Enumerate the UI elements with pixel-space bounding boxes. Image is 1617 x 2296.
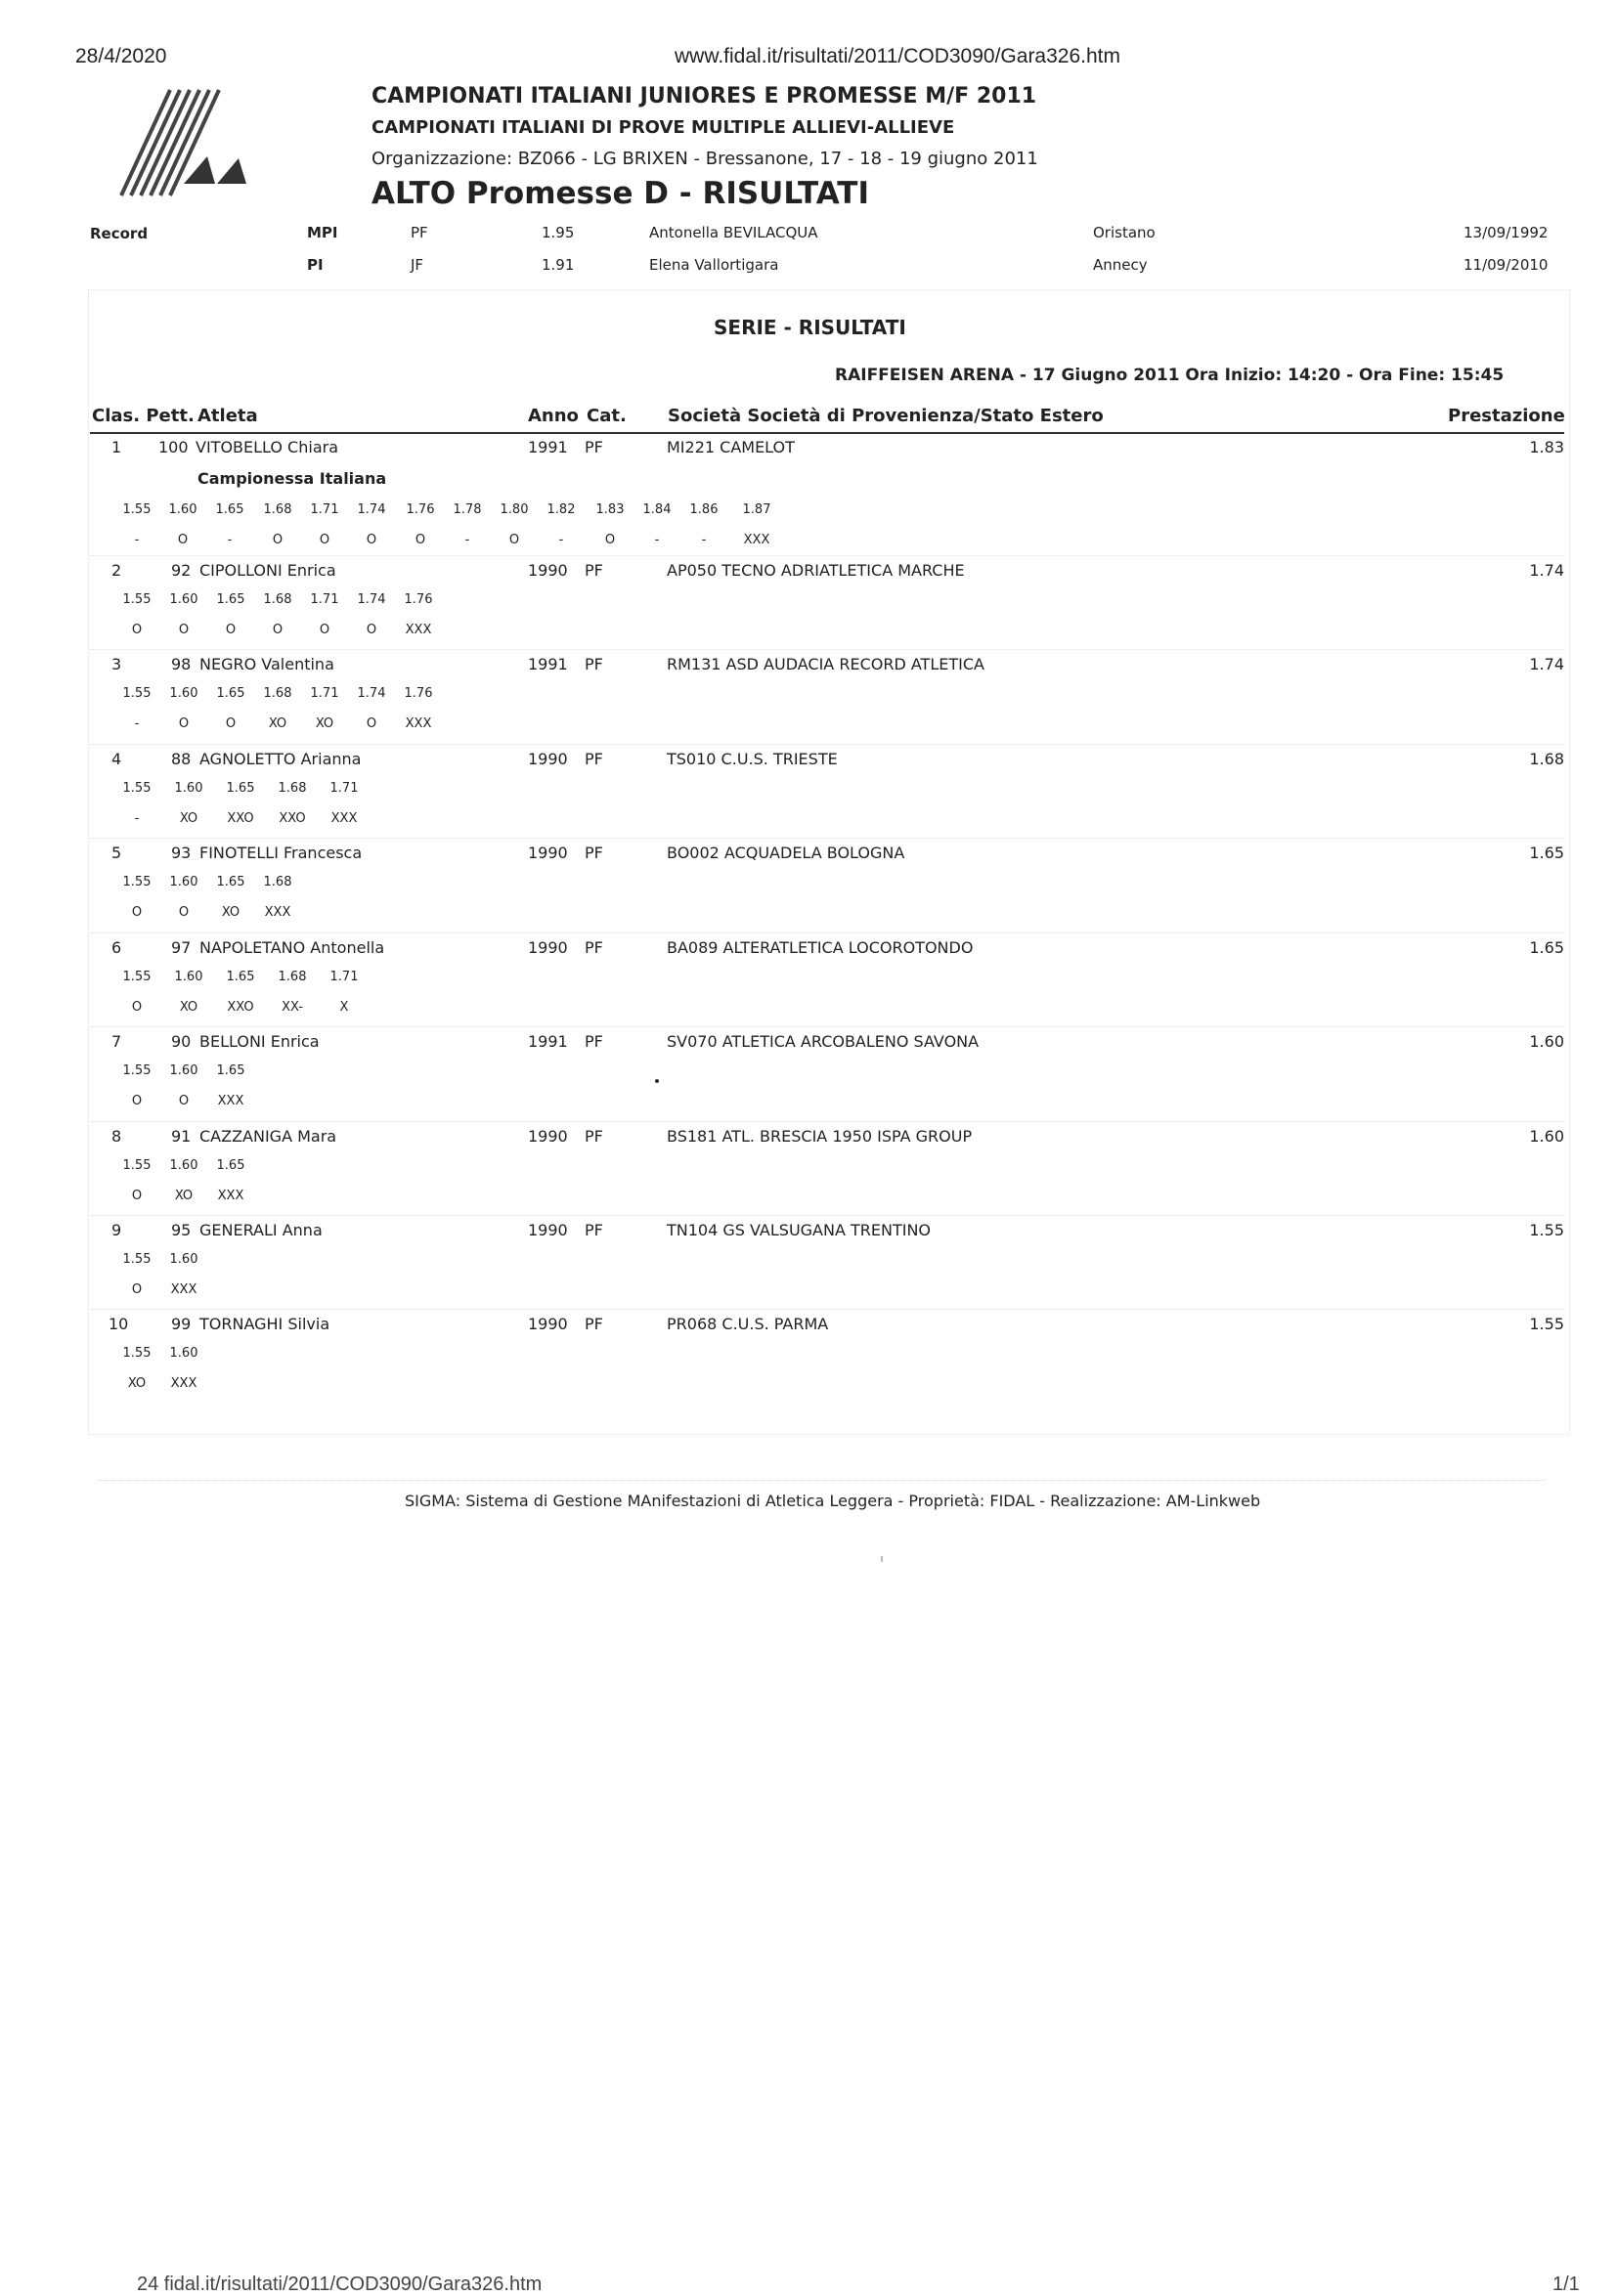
attempt-height: 1.55 [122, 875, 152, 889]
attempt-height: 1.55 [122, 1252, 152, 1267]
record-place: Oristano [1093, 224, 1156, 241]
attempt-result: XXX [405, 623, 432, 637]
result-performance: 1.68 [1529, 750, 1564, 768]
event-name: ALTO Promesse D - RISULTATI [371, 176, 869, 211]
attempt-height: 1.68 [263, 502, 292, 517]
attempt-height: 1.87 [742, 502, 771, 517]
result-category: PF [585, 438, 603, 456]
result-category: PF [585, 1221, 603, 1239]
attempt-result: O [131, 1189, 143, 1203]
attempt-result: - [134, 533, 140, 547]
attempt-height: 1.84 [642, 502, 672, 517]
scan-mark [881, 1556, 883, 1562]
attempt-height: 1.65 [215, 502, 244, 517]
attempt-height: 1.68 [263, 875, 292, 889]
result-athlete: GENERALI Anna [199, 1221, 323, 1239]
header-club: Società Società di Provenienza/Stato Estero [668, 406, 1104, 426]
result-year: 1990 [528, 1221, 568, 1239]
attempt-height: 1.76 [404, 592, 433, 607]
attempt-result: XXX [217, 1189, 244, 1203]
attempt-height: 1.68 [278, 970, 307, 984]
row-divider [90, 1121, 1564, 1122]
attempt-height: 1.60 [169, 686, 198, 701]
record-athlete: Elena Vallortigara [649, 256, 779, 274]
attempt-height: 1.55 [122, 970, 152, 984]
attempt-result: - [134, 716, 140, 731]
result-position: 9 [111, 1221, 122, 1239]
record-mark: 1.91 [542, 256, 575, 274]
records-label: Record [90, 225, 149, 242]
result-performance: 1.60 [1529, 1032, 1564, 1051]
result-year: 1990 [528, 844, 568, 862]
result-position: 7 [111, 1032, 122, 1051]
attempt-height: 1.65 [216, 686, 245, 701]
header-divider [90, 432, 1564, 434]
attempt-result: O [178, 1094, 190, 1108]
result-position: 3 [111, 655, 122, 673]
attempt-result: XXX [170, 1282, 197, 1297]
attempt-height: 1.78 [453, 502, 482, 517]
attempt-height: 1.65 [226, 781, 255, 796]
result-club: TN104 GS VALSUGANA TRENTINO [667, 1221, 932, 1239]
result-club: TS010 C.U.S. TRIESTE [667, 750, 838, 768]
record-date: 13/09/1992 [1464, 224, 1549, 241]
header-performance: Prestazione [1448, 406, 1565, 426]
attempt-result: O [508, 533, 520, 547]
record-mark: 1.95 [542, 224, 575, 241]
result-position: 1 [111, 438, 122, 456]
row-divider [90, 1309, 1564, 1310]
attempt-result: - [558, 533, 564, 547]
attempt-height: 1.68 [278, 781, 307, 796]
attempt-result: O [225, 623, 237, 637]
event-organization: Organizzazione: BZ066 - LG BRIXEN - Bressanone, 17 - 18 - 19 giugno 2011 [371, 149, 1038, 169]
attempt-result: XO [179, 811, 198, 826]
result-category: PF [585, 561, 603, 580]
result-year: 1990 [528, 1127, 568, 1146]
attempt-height: 1.65 [216, 1063, 245, 1078]
attempt-result: O [131, 1282, 143, 1297]
result-performance: 1.74 [1529, 655, 1564, 673]
attempt-height: 1.68 [263, 686, 292, 701]
result-bib: 98 [171, 655, 192, 673]
attempt-result: XO [221, 905, 240, 920]
result-bib: 100 [158, 438, 189, 456]
result-performance: 1.65 [1529, 844, 1564, 862]
attempt-result: XO [179, 1000, 198, 1015]
attempt-height: 1.60 [169, 1252, 198, 1267]
attempt-result: XO [315, 716, 334, 731]
result-club: AP050 TECNO ADRIATLETICA MARCHE [667, 561, 965, 580]
record-type: MPI [307, 224, 338, 241]
attempt-result: XXX [264, 905, 291, 920]
attempt-result: XXX [743, 533, 770, 547]
attempt-height: 1.76 [404, 686, 433, 701]
attempt-result: XXX [405, 716, 432, 731]
attempt-height: 1.71 [310, 686, 339, 701]
result-year: 1990 [528, 938, 568, 957]
attempt-height: 1.55 [122, 1158, 152, 1173]
attempt-result: O [131, 1094, 143, 1108]
print-footer-url: 24 fidal.it/risultati/2011/COD3090/Gara326.htm [137, 2274, 543, 2295]
attempt-height: 1.55 [122, 502, 152, 517]
result-performance: 1.65 [1529, 938, 1564, 957]
attempt-result: - [701, 533, 707, 547]
row-divider [90, 649, 1564, 650]
record-date: 11/09/2010 [1464, 256, 1549, 274]
result-category: PF [585, 1315, 603, 1333]
attempt-result: O [415, 533, 426, 547]
attempt-result: O [366, 716, 377, 731]
result-year: 1990 [528, 1315, 568, 1333]
attempt-result: O [131, 905, 143, 920]
row-divider [90, 1215, 1564, 1216]
result-athlete: FINOTELLI Francesca [199, 844, 363, 862]
attempt-result: XXO [227, 1000, 254, 1015]
attempt-result: XXX [217, 1094, 244, 1108]
serie-title: SERIE - RISULTATI [714, 316, 906, 339]
record-category: JF [411, 256, 424, 274]
attempt-height: 1.65 [216, 1158, 245, 1173]
row-divider [90, 555, 1564, 556]
result-club: BS181 ATL. BRESCIA 1950 ISPA GROUP [667, 1127, 973, 1146]
attempt-result: XXX [170, 1376, 197, 1391]
attempt-result: O [131, 623, 143, 637]
result-title-note: Campionessa Italiana [197, 469, 387, 488]
attempt-result: O [178, 623, 190, 637]
record-category: PF [411, 224, 428, 241]
attempt-result: - [227, 533, 233, 547]
result-bib: 88 [171, 750, 192, 768]
result-position: 5 [111, 844, 122, 862]
attempt-height: 1.60 [168, 502, 197, 517]
result-category: PF [585, 844, 603, 862]
header-athlete: Atleta [197, 406, 258, 426]
result-bib: 92 [171, 561, 192, 580]
result-bib: 93 [171, 844, 192, 862]
result-club: PR068 C.U.S. PARMA [667, 1315, 829, 1333]
attempt-height: 1.74 [357, 502, 386, 517]
attempt-height: 1.55 [122, 781, 152, 796]
result-athlete: BELLONI Enrica [199, 1032, 320, 1051]
results-panel [88, 289, 1570, 1435]
attempt-result: - [134, 811, 140, 826]
result-bib: 99 [171, 1315, 192, 1333]
attempt-result: O [366, 533, 377, 547]
attempt-result: O [178, 716, 190, 731]
attempt-result: O [225, 716, 237, 731]
scan-speck [655, 1079, 659, 1083]
attempt-result: O [177, 533, 189, 547]
attempt-result: O [272, 533, 284, 547]
result-athlete: NEGRO Valentina [199, 655, 334, 673]
result-club: BA089 ALTERATLETICA LOCOROTONDO [667, 938, 974, 957]
result-bib: 90 [171, 1032, 192, 1051]
attempt-result: O [604, 533, 616, 547]
attempt-height: 1.71 [310, 592, 339, 607]
attempt-result: XO [268, 716, 287, 731]
attempt-height: 1.60 [169, 875, 198, 889]
attempt-result: XX- [282, 1000, 303, 1015]
attempt-result: XXO [279, 811, 306, 826]
result-position: 8 [111, 1127, 122, 1146]
result-performance: 1.60 [1529, 1127, 1564, 1146]
result-category: PF [585, 938, 603, 957]
attempt-result: XO [127, 1376, 147, 1391]
attempt-height: 1.60 [174, 970, 203, 984]
attempt-height: 1.71 [329, 970, 359, 984]
attempt-height: 1.60 [169, 1158, 198, 1173]
result-category: PF [585, 1032, 603, 1051]
attempt-height: 1.60 [169, 1346, 198, 1361]
result-athlete: TORNAGHI Silvia [199, 1315, 330, 1333]
result-performance: 1.83 [1529, 438, 1564, 456]
attempt-result: O [272, 623, 284, 637]
fidal-logo [98, 86, 264, 213]
attempt-height: 1.55 [122, 1346, 152, 1361]
attempt-height: 1.60 [174, 781, 203, 796]
attempt-result: O [131, 1000, 143, 1015]
attempt-result: - [654, 533, 660, 547]
attempt-result: X [339, 1000, 349, 1015]
print-date: 28/4/2020 [75, 45, 167, 67]
print-footer-page: 1/1 [1552, 2274, 1580, 2295]
result-performance: 1.55 [1529, 1315, 1564, 1333]
record-place: Annecy [1093, 256, 1148, 274]
attempt-height: 1.83 [595, 502, 625, 517]
attempt-height: 1.86 [689, 502, 719, 517]
row-divider [90, 932, 1564, 933]
attempt-height: 1.82 [546, 502, 576, 517]
result-athlete: NAPOLETANO Antonella [199, 938, 385, 957]
venue-info: RAIFFEISEN ARENA - 17 Giugno 2011 Ora Inizio: 14:20 - Ora Fine: 15:45 [835, 366, 1505, 385]
header-year: Anno [528, 406, 579, 426]
event-title: CAMPIONATI ITALIANI JUNIORES E PROMESSE M/F 2011 [371, 84, 1037, 108]
result-year: 1990 [528, 561, 568, 580]
event-subtitle: CAMPIONATI ITALIANI DI PROVE MULTIPLE ALLIEVI-ALLIEVE [371, 117, 955, 138]
result-performance: 1.55 [1529, 1221, 1564, 1239]
result-athlete: CIPOLLONI Enrica [199, 561, 336, 580]
row-divider [90, 1026, 1564, 1027]
result-position: 10 [109, 1315, 129, 1333]
footer-divider [98, 1480, 1545, 1481]
result-bib: 91 [171, 1127, 192, 1146]
print-url: www.fidal.it/risultati/2011/COD3090/Gara326.htm [675, 45, 1120, 67]
row-divider [90, 838, 1564, 839]
attempt-height: 1.60 [169, 1063, 198, 1078]
attempt-result: O [319, 623, 330, 637]
attempt-height: 1.71 [329, 781, 359, 796]
record-type: PI [307, 256, 324, 274]
result-position: 4 [111, 750, 122, 768]
header-cat: Cat. [587, 406, 627, 426]
attempt-height: 1.65 [216, 592, 245, 607]
result-club: MI221 CAMELOT [667, 438, 795, 456]
result-year: 1991 [528, 655, 568, 673]
result-category: PF [585, 1127, 603, 1146]
result-club: SV070 ATLETICA ARCOBALENO SAVONA [667, 1032, 980, 1051]
attempt-result: XO [174, 1189, 194, 1203]
result-category: PF [585, 655, 603, 673]
result-position: 2 [111, 561, 122, 580]
attempt-height: 1.55 [122, 592, 152, 607]
header-clas-pett: Clas. Pett. [92, 406, 195, 426]
row-divider [90, 744, 1564, 745]
attempt-result: XXO [227, 811, 254, 826]
result-category: PF [585, 750, 603, 768]
footer-credits: SIGMA: Sistema di Gestione MAnifestazioni di Atletica Leggera - Proprietà: FIDAL - Realizzazione: AM-Linkweb [405, 1492, 1261, 1510]
result-athlete: VITOBELLO Chiara [196, 438, 338, 456]
attempt-height: 1.80 [500, 502, 529, 517]
attempt-height: 1.65 [226, 970, 255, 984]
attempt-result: - [464, 533, 470, 547]
result-athlete: AGNOLETTO Arianna [199, 750, 362, 768]
result-performance: 1.74 [1529, 561, 1564, 580]
attempt-height: 1.71 [310, 502, 339, 517]
attempt-height: 1.65 [216, 875, 245, 889]
result-club: BO002 ACQUADELA BOLOGNA [667, 844, 905, 862]
result-year: 1991 [528, 1032, 568, 1051]
attempt-height: 1.76 [406, 502, 435, 517]
attempt-height: 1.55 [122, 686, 152, 701]
result-year: 1991 [528, 438, 568, 456]
result-athlete: CAZZANIGA Mara [199, 1127, 337, 1146]
result-position: 6 [111, 938, 122, 957]
attempt-height: 1.74 [357, 592, 386, 607]
record-athlete: Antonella BEVILACQUA [649, 224, 818, 241]
attempt-result: O [178, 905, 190, 920]
result-club: RM131 ASD AUDACIA RECORD ATLETICA [667, 655, 984, 673]
result-bib: 97 [171, 938, 192, 957]
attempt-height: 1.55 [122, 1063, 152, 1078]
attempt-height: 1.68 [263, 592, 292, 607]
result-bib: 95 [171, 1221, 192, 1239]
result-year: 1990 [528, 750, 568, 768]
attempt-result: O [366, 623, 377, 637]
attempt-result: O [319, 533, 330, 547]
attempt-result: XXX [330, 811, 358, 826]
attempt-height: 1.60 [169, 592, 198, 607]
attempt-height: 1.74 [357, 686, 386, 701]
